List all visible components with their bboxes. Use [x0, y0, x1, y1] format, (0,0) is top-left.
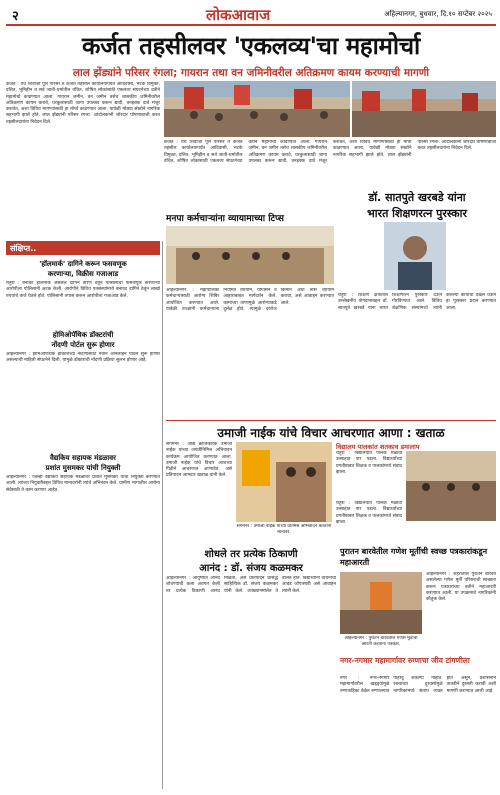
- puratan-photo: [340, 572, 422, 634]
- umaji-body: संगमनेर : आद्य क्रांतिकारक उमाजी नाईक यांच्या जयंतीनिमित्त अभिवादन कार्यक्रम आयोजित करण्यात आला. उमाजी नाईक यांचे विचार आजच्या पिढीने आचरणात आणावेत, असे प्रतिपादन आमदार खताळ यांनी केले.: [166, 442, 232, 479]
- shodhane-headline-2: आनंद : डॉ. संजय कळमकर: [199, 563, 303, 574]
- sankshipt-item2-title: होमिओपॅथिक डॉक्टरांची: [52, 331, 114, 339]
- sankshipt-item1-sub: करणाऱ्या, विक्रीस गजाआड: [47, 270, 119, 278]
- sankshipt-item1-title: 'हॉलमार्क' दागिने करून फसवणूक: [39, 260, 127, 268]
- sankshipt-item2-body: अहिल्यानगर : होमिओपॅथिक डॉक्टरांच्या नोंदणीसाठी नवीन ऑनलाइन पोर्टल सुरू होणार असल्याची माहिती संघटनेने दिली. यामुळे डॉक्टरांची नोंदणी प्रक्रिया सुलभ होणार आहे.: [6, 352, 160, 364]
- satapute-portrait: [384, 222, 446, 290]
- vidyalay-body: राहुरी : विद्यालयात पालक मेळावा उत्साहात पार पडला. विद्यार्थ्यांच्या प्रगतीबाबत शिक्षक व पालकांमध्ये संवाद झाला.: [336, 451, 402, 475]
- lead-subhead: लाल झेंड्यांने परिसर रंगला; गायरान तथा वन जमिनीवरील अतिक्रमण कायम करण्याची मागणी: [72, 67, 430, 79]
- puratan-headline: पुरातन बारवेतील गणेश मूर्तीची स्वच्छ पत्रकारांकडून महाआरती: [340, 547, 488, 567]
- puratan-caption: अहिल्यानगर : पुरातन बारवेतील गणेश मूर्तीची आरती करताना पत्रकार.: [344, 636, 418, 647]
- sankshipt-label: संक्षिप्त..: [6, 241, 160, 255]
- umaji-photo: [236, 442, 332, 522]
- puratan-body: अहिल्यानगर : शहरातील पुरातन बारवेत असलेल्या गणेश मूर्ती परिसराची स्वच्छता करून पत्रकारांच्या वतीने महाआरती करण्यात आली. या उपक्रमाचे नागरिकांनी कौतुक केले.: [426, 572, 496, 603]
- section-rule: [166, 420, 496, 421]
- lead-body-continued: कर्जत : येथे शिवाजी पूल परिसर ते कर्जत तहसील कार्यालयापर्यंत आदिवासी, भटके विमुक्त, दलित, भूमिहीन व सर्व जाती-धर्मातील वंचित, शोषित लोकांसाठी एकलव्य संघटनेच्या वतीने महामोर्चा काढण्यात आला. गायरान जमीन, वन जमीन तसेच शासकीय जमिनीवरील अतिक्रमण कायम करावे, घरकुलासाठी जागा उपलब्ध करून द्यावी, वनहक्क दावे मंजूर करावेत, अशा विविध मागण्यांसाठी हा मोर्चा काढण्यात आला. यावेळी मोठ्या संख्येने नागरिक सहभागी झाले होते. लाल झेंड्यांनी परिसर रंगला. आंदोलकांनी जोरदार घोषणाबाजी करत तहसीलदारांना निवेदन दिले.: [164, 140, 496, 164]
- vidyalay-photo: [406, 451, 496, 521]
- sankshipt-item2-sub: नोंदणी पोर्टल सुरू होणार: [51, 341, 115, 349]
- satapute-body: राहुरी : शिक्षण क्षेत्रातील उल्लेखनीय योगदानाबद्दल डॉ. सातपुते खरबडे यांना भारत शिक्षणरत्न पुरस्कार देऊन गौरविण्यात आले. विविध शैक्षणिक संस्थांमध्ये त्यांनी केलेल्या कार्याची दखल घेऊन हा पुरस्कार प्रदान करण्यात आला.: [338, 293, 496, 311]
- shodhane-body: अहिल्यानगर : आयुष्यात आनंद शोधण्याची कला अवगत केली तर प्रत्येक ठिकाणी आनंद मिळतो, असे प्रतिपादन प्रसिद्ध साहित्यिक डॉ. संजय कळमकर यांनी केले. व्याख्यानमालेत ते बोलत होते. विद्यार्थ्यांनी वाचनाची आवड जोपासावी असे आवाहन त्यांनी केले.: [166, 576, 336, 594]
- sankshipt-item3-body: अहिल्यानगर : जिल्हा वैद्यकिय सहायक मंडळावर प्रशांत मुसमकर यांची नियुक्ती करण्यात आली. त्यांच्या नियुक्तीबद्दल विविध मान्यवरांनी त्यांचे अभिनंदन केले. ग्रामीण भागातील आरोग्य सेवेसाठी ते काम करणार आहेत.: [6, 475, 160, 493]
- newspaper-logo: लोकआवाज: [206, 6, 271, 24]
- sankshipt-item3-sub: प्रशांत मुसमकर यांची नियुक्ती: [45, 464, 121, 472]
- nagar-body: नगर : नगर-नगमार महामार्गावरील खड्ड्यांमुळे रुग्णवाहिका वेळेत रुग्णालयात पोहोचू शकल्या नाहीत. रस्त्याच्या दुरवस्थेमुळे नागरिकांमध्ये संताप व्यक्त होत असून, प्रशासनाने तातडीने दुरुस्ती करावी अशी मागणी करण्यात आली आहे.: [340, 676, 496, 694]
- sankshipt-item1-body: राहुरी : बनावट हॉलमार्क असलेले दागिने तारण ठेवून पतसंस्थेची फसवणूक करणाऱ्या आरोपीला पोलिसांनी अटक केली. आरोपीने विविध पतसंस्थांमध्ये बनावट दागिने ठेवून लाखो रुपयांचे कर्ज घेतले होते. पोलिसांनी तपास करून आरोपीला गजाआड केले.: [6, 281, 160, 299]
- vidyalay-headline: विद्यालय पालकांत शतकाव डमालाप: [336, 443, 420, 451]
- newspaper-page: [6, 4, 496, 791]
- manpa-headline: मनपा कर्मचाऱ्यांना व्यायामाच्या टिप्स: [166, 214, 285, 224]
- manpa-photo: [166, 226, 334, 284]
- lead-headline: कर्जत तहसीलवर 'एकलव्य'चा महामोर्चा: [82, 32, 420, 60]
- page-number: २: [12, 9, 19, 24]
- lead-photo-rally: [164, 81, 350, 137]
- satapute-headline: डॉ. सातपुते खरबडे यांना: [368, 191, 466, 204]
- nagar-headline: नगर-नगमार महामार्गावर रुग्णाचा जीव टांगणीला: [340, 656, 470, 665]
- vidyalay-body-continued: राहुरी : विद्यालयात पालक मेळावा उत्साहात पार पडला. विद्यार्थ्यांच्या प्रगतीबाबत शिक्षक व पालकांमध्ये संवाद झाला.: [336, 501, 402, 525]
- umaji-headline: उमाजी नाईक यांचे विचार आचरणात आणा : खताळ: [217, 426, 445, 440]
- dateline: अहिल्यानगर, बुधवार, दि.१० सप्टेंबर २०२५: [384, 10, 492, 18]
- umaji-caption: संगमनेर : उमाजी नाईक यांच्या प्रतिमेस अभिवादन करताना मान्यवर.: [236, 524, 332, 535]
- column-rule: [162, 241, 163, 789]
- lead-photo-crowd: [352, 81, 496, 137]
- lead-body: कर्जत : येथे शिवाजी पूल परिसर ते कर्जत तहसील कार्यालयापर्यंत आदिवासी, भटके विमुक्त, दलित, भूमिहीन व सर्व जाती-धर्मातील वंचित, शोषित लोकांसाठी एकलव्य संघटनेच्या वतीने महामोर्चा काढण्यात आला. गायरान जमीन, वन जमीन तसेच शासकीय जमिनीवरील अतिक्रमण कायम करावे, घरकुलासाठी जागा उपलब्ध करून द्यावी, वनहक्क दावे मंजूर करावेत, अशा विविध मागण्यांसाठी हा मोर्चा काढण्यात आला. यावेळी मोठ्या संख्येने नागरिक सहभागी झाले होते. लाल झेंड्यांनी परिसर रंगला. आंदोलकांनी जोरदार घोषणाबाजी करत तहसीलदारांना निवेदन दिले.: [6, 82, 160, 125]
- manpa-body: अहिल्यानगर : महापालिका कर्मचाऱ्यांसाठी आरोग्य शिबिर आयोजित करण्यात आले. यावेळी तज्ज्ञांनी कर्मचाऱ्यांना नियमित व्यायाम, योगासने व आहाराबाबत मार्गदर्शन केले. कामाच्या ताणामुळे आरोग्याकडे दुर्लक्ष होते, त्यामुळे दररोज किमान अर्धा तास व्यायाम करावा, असे आवाहन करण्यात आले.: [166, 288, 334, 312]
- masthead: [6, 4, 496, 26]
- sankshipt-item3-title: वैद्यकिय सहायक मंडळावर: [50, 454, 116, 462]
- shodhane-headline: शोधले तर प्रत्येक ठिकाणी: [204, 549, 298, 560]
- satapute-headline-2: भारत शिक्षणरत्न पुरस्कार: [367, 207, 467, 220]
